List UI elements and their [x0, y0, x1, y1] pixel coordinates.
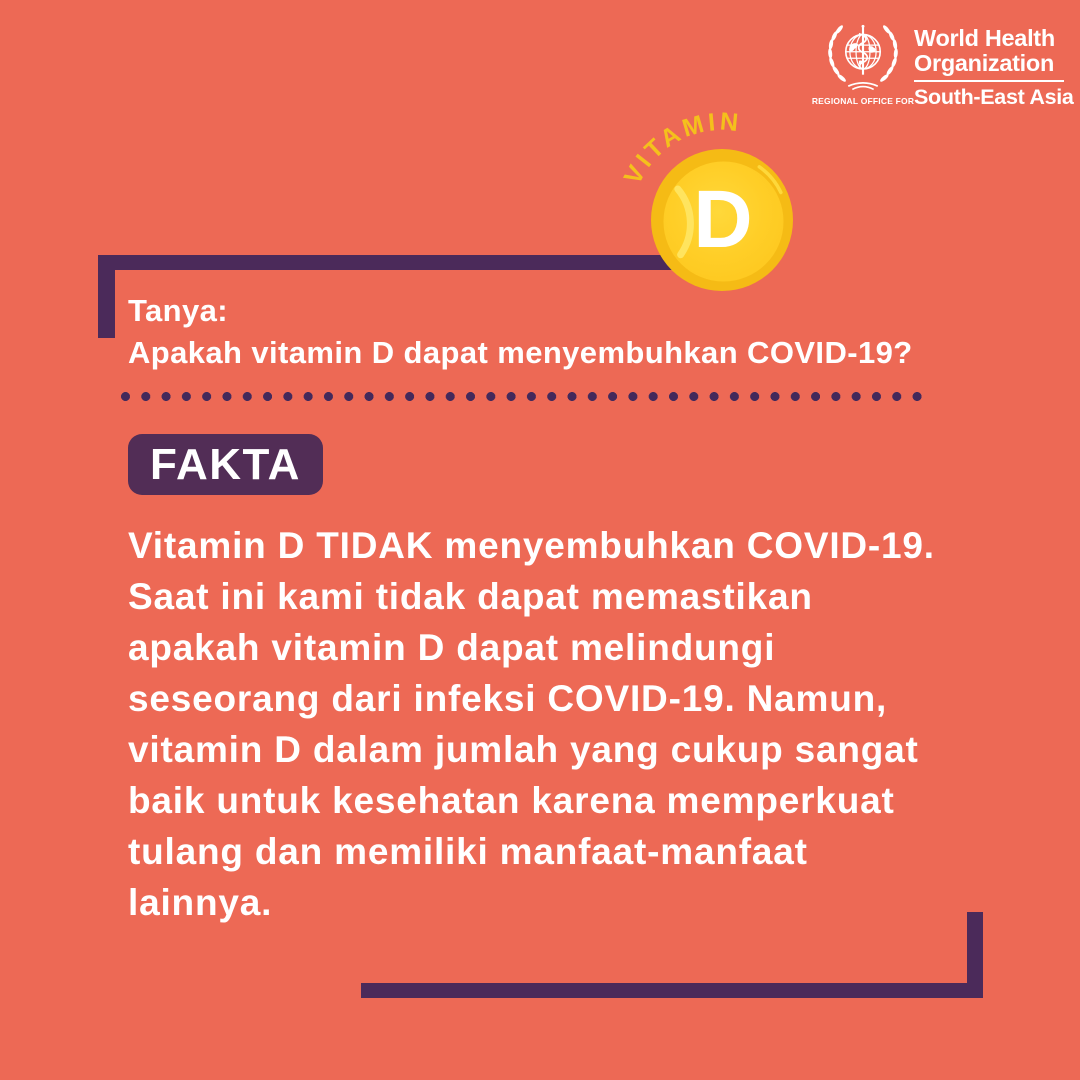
bracket-bottom-horizontal — [361, 983, 983, 998]
fact-line: baik untuk kesehatan karena memperkuat — [128, 780, 895, 821]
who-logo — [811, 16, 1074, 110]
bracket-top-vertical — [98, 255, 115, 338]
vitamin-arc-text: VITAMIN — [618, 107, 743, 189]
fact-line: seseorang dari infeksi COVID-19. Namun, — [128, 678, 888, 719]
vitamin-letter-d: D — [693, 174, 753, 265]
fact-line: Vitamin D TIDAK menyembuhkan COVID-19. — [128, 525, 935, 566]
org-name-line2: Organization — [914, 50, 1055, 76]
who-emblem-icon — [822, 16, 904, 94]
bracket-top-horizontal — [98, 255, 673, 270]
question-label: Tanya: — [128, 293, 229, 328]
fakta-badge — [128, 434, 323, 495]
fact-line: vitamin D dalam jumlah yang cukup sangat — [128, 729, 919, 770]
fact-line: tulang dan memiliki manfaat-manfaat — [128, 831, 808, 872]
fact-line: lainnya. — [128, 882, 273, 923]
bracket-bottom-vertical — [967, 912, 983, 998]
org-name-line1: World Health — [914, 25, 1055, 51]
logo-divider — [914, 80, 1064, 82]
who-logo-text — [914, 16, 1074, 110]
fact-line: Saat ini kami tidak dapat memastikan — [128, 576, 813, 617]
fact-text — [128, 520, 935, 928]
regional-office-prefix: REGIONAL OFFICE FOR — [811, 96, 915, 106]
org-name — [914, 26, 1070, 76]
dotted-divider — [120, 391, 932, 402]
vitamin-d-badge — [600, 95, 840, 315]
region-name: South-East Asia — [914, 84, 1074, 109]
question-text: Apakah vitamin D dapat menyembuhkan COVID-19? — [128, 335, 913, 370]
fact-line: apakah vitamin D dapat melindungi — [128, 627, 776, 668]
fakta-label: FAKTA — [150, 439, 301, 489]
